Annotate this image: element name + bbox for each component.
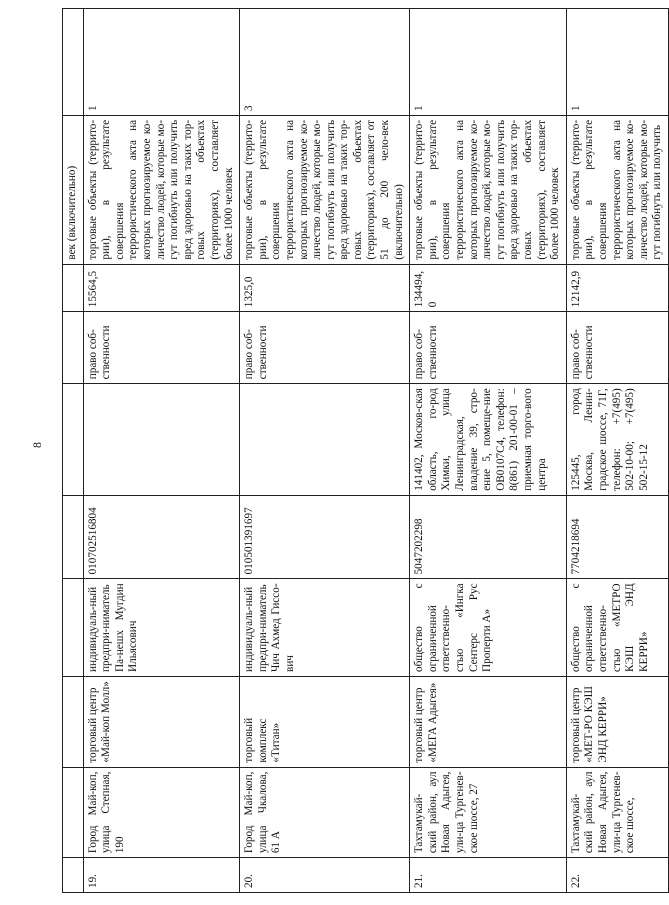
row-number: 21. <box>410 858 567 893</box>
object-name: торговый комплекс «Титан» <box>240 676 410 767</box>
page-number: 8 <box>30 442 44 448</box>
objects-table <box>62 8 669 893</box>
owner-name: индивидуаль-ный предпри-ниматель Чич Ахмед Гиссо-вич <box>240 579 410 677</box>
cont-cell-num <box>63 858 84 893</box>
object-area: 12142,9 <box>566 264 668 312</box>
cont-cell-category: век (включительно) <box>63 115 84 264</box>
object-name: торговый центр «МЕГА Адыгея» <box>410 676 567 767</box>
object-address: Город Май-коп, улица Чкалова, 61 А <box>240 767 410 858</box>
object-address: Тахтамукай-ский район, аул Новая Адыгея, ули-ца Тургенев-ское шоссе, 27 <box>410 767 567 858</box>
owner-name: индивидуаль-ный предпри-ниматель Па-нешх Мугдин Ильясович <box>83 579 240 677</box>
object-category-number: 1 <box>83 9 240 116</box>
object-area: 1325,0 <box>240 264 410 312</box>
object-category-text: торговые объекты (террито-рии), в результате совершения террористического акта на которых прогнозируемое ко-личество людей, которые мо-гут погибнуть или получить <box>566 115 668 264</box>
object-category-text: торговые объекты (террито-рии), в результате совершения террористического акта на которых прогнозируемое ко-личество людей, которые мо-гут погибнуть или получить вред здоровью на таких тор-говых объектах (территориях), составляет от 51 до 200 чело-век (включительно) <box>240 115 410 264</box>
ownership-right: право соб-ственности <box>566 312 668 384</box>
table-row <box>410 9 567 893</box>
object-name: торговый центр «Май-коп Молл» <box>83 676 240 767</box>
cont-cell-contacts <box>63 384 84 496</box>
owner-inn: 010702516804 <box>83 495 240 579</box>
object-address: Город Май-коп, улица Степная, 190 <box>83 767 240 858</box>
owner-contacts <box>83 384 240 496</box>
row-number: 19. <box>83 858 240 893</box>
object-category-text: торговые объекты (террито-рии), в результате совершения террористического акта на которых прогнозируемое ко-личество людей, которые мо-гут погибнуть или получить вред здоровью на таких тор-говых объектах (территориях), составляет более 1000 человек <box>410 115 567 264</box>
rotated-table-frame <box>62 8 664 893</box>
row-number: 20. <box>240 858 410 893</box>
row-number: 22. <box>566 858 668 893</box>
ownership-right: право соб-ственности <box>410 312 567 384</box>
object-area: 134494,0 <box>410 264 567 312</box>
cont-cell-inn <box>63 495 84 579</box>
object-name: торговый центр «МЕТ-РО КЭШ ЭНД КЕРРИ» <box>566 676 668 767</box>
cont-cell-right <box>63 312 84 384</box>
owner-contacts: 125445, город Москва, Ленин-градское шоссе, 71Г, телефон: +7(495) 502-10-00; +7(495) 502-15-12 <box>566 384 668 496</box>
owner-contacts: 141402, Москов-ская область, го-род Химки, улица Ленинградская, владение 39, стро-ение 5, помеще-ние ОВ0107С4, телефон: 8(861) 201-00-01 – приемная торго-вого центра <box>410 384 567 496</box>
object-category-text: торговые объекты (террито-рии), в результате совершения террористического акта на которых прогнозируемое ко-личество людей, которые мо-гут погибнуть или получить вред здоровью на таких тор-говых объектах (территориях), составляет более 1000 человек <box>83 115 240 264</box>
table-row <box>566 9 668 893</box>
ownership-right: право соб-ственности <box>240 312 410 384</box>
owner-name: общество с ограниченной ответственно-стью «МЕТРО КЭШ ЭНД КЕРРИ» <box>566 579 668 677</box>
cont-cell-object <box>63 676 84 767</box>
object-address: Тахтамукай-ский район, аул Новая Адыгея, ули-ца Тургенев-ское шоссе, <box>566 767 668 858</box>
object-category-number: 1 <box>410 9 567 116</box>
cont-cell-catnum <box>63 9 84 116</box>
cont-cell-area <box>63 264 84 312</box>
owner-inn: 010501391697 <box>240 495 410 579</box>
owner-name: общество с ограниченной ответственно-стью «Ингка Сентерс Рус Проперти А» <box>410 579 567 677</box>
table-row <box>83 9 240 893</box>
owner-contacts <box>240 384 410 496</box>
table-row <box>240 9 410 893</box>
object-category-number: 3 <box>240 9 410 116</box>
cont-cell-owner <box>63 579 84 677</box>
table-row-continuation <box>63 9 84 893</box>
cont-cell-address <box>63 767 84 858</box>
object-category-number: 1 <box>566 9 668 116</box>
ownership-right: право соб-ственности <box>83 312 240 384</box>
object-area: 15564,5 <box>83 264 240 312</box>
owner-inn: 5047202298 <box>410 495 567 579</box>
owner-inn: 7704218694 <box>566 495 668 579</box>
